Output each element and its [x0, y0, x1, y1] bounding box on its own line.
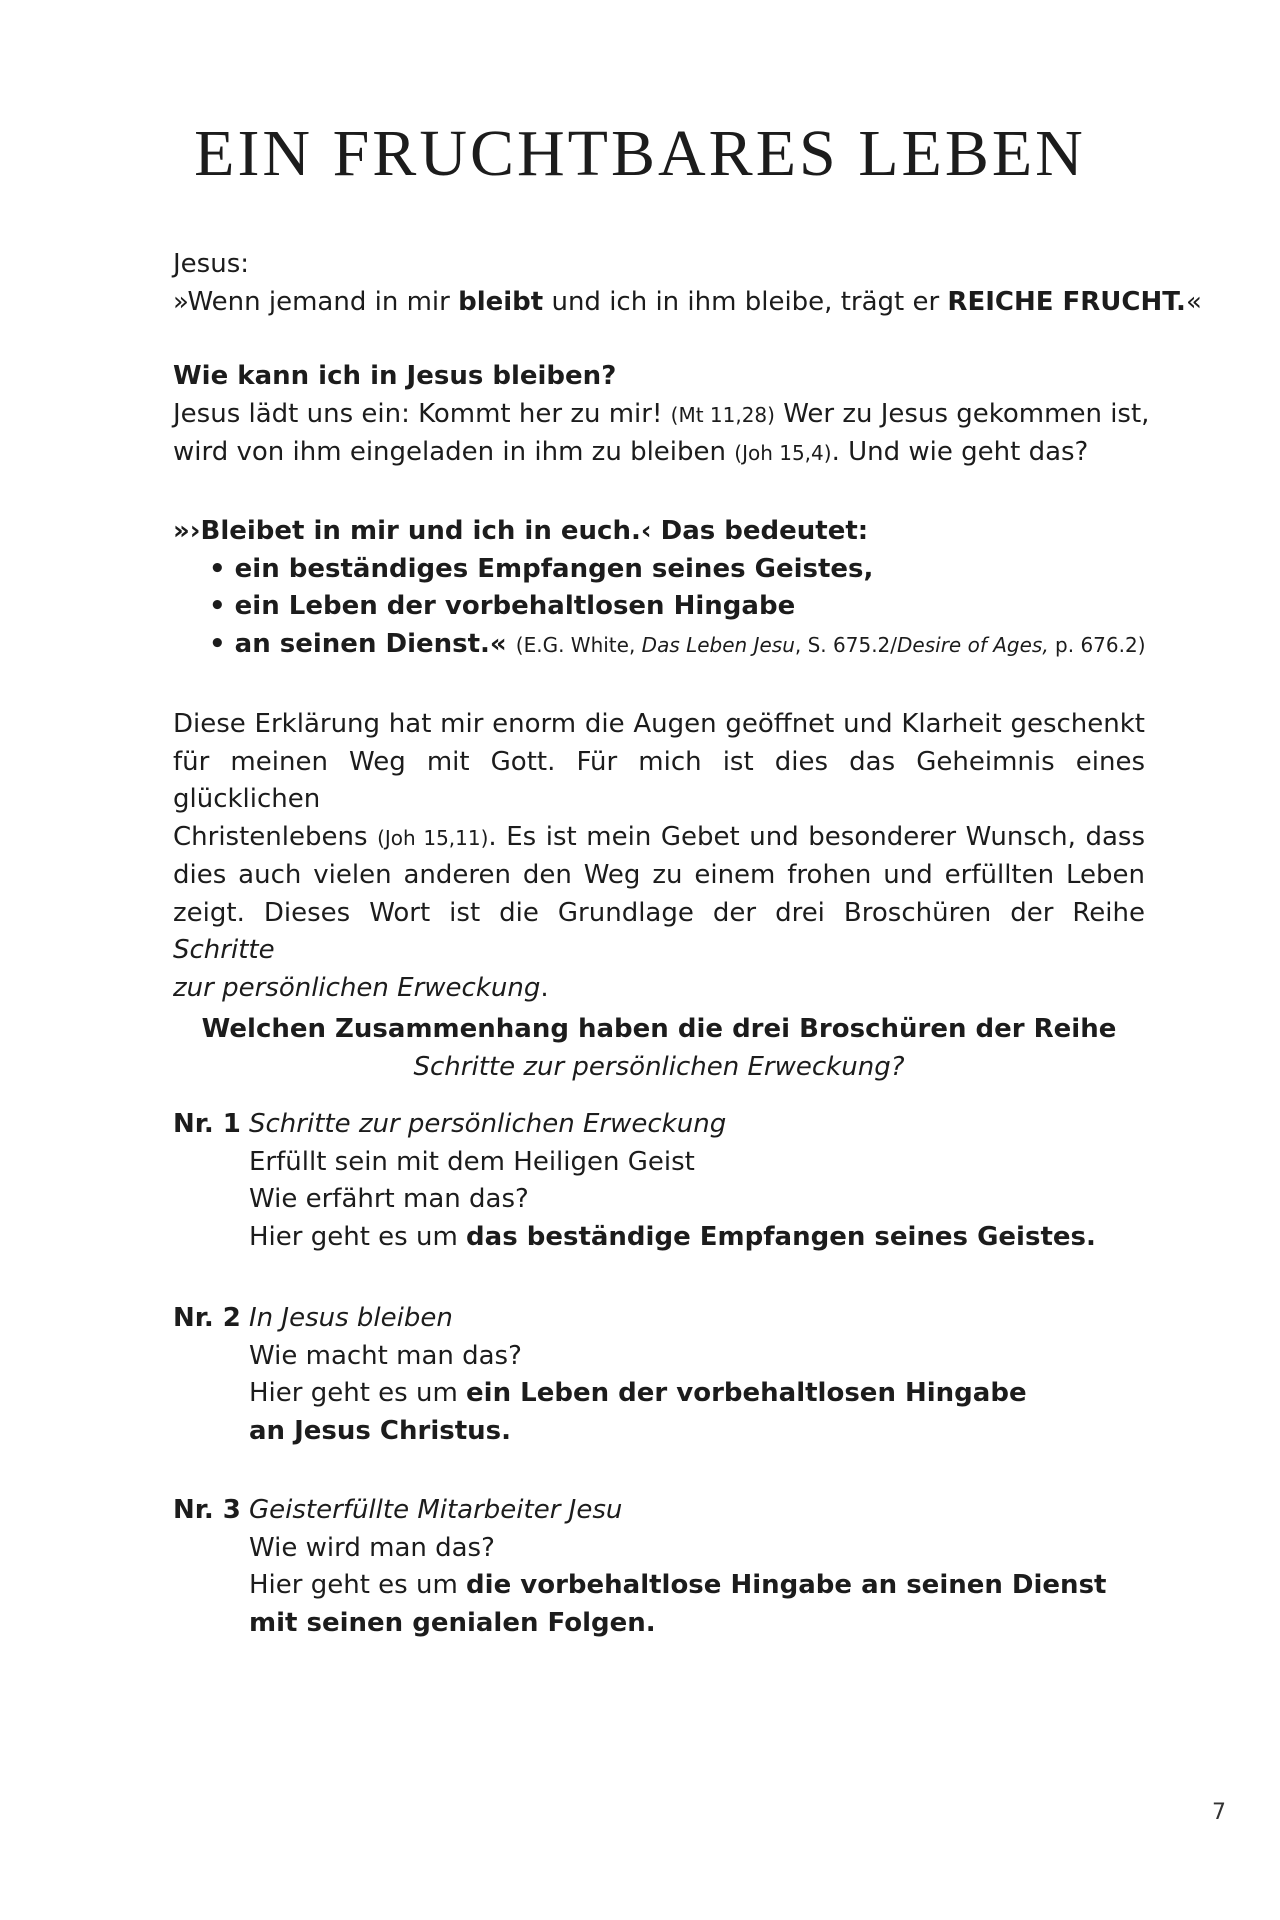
paragraph-line: zur persönlichen Erweckung.	[173, 972, 549, 1003]
explanation-paragraph	[173, 706, 1145, 1007]
section-heading: Welchen Zusammenhang haben die drei Broschüren der Reihe Schritte zur persönlichen Erweckung?	[201, 1014, 1117, 1082]
speaker-label: Jesus:	[173, 249, 249, 279]
quote-bullet-3: • an seinen Dienst.« (E.G. White, Das Leben Jesu, S. 675.2/Desire of Ages, p. 676.2)	[209, 628, 1146, 659]
item-number-label: Nr. 1	[173, 1109, 241, 1139]
page-number: 7	[1212, 1800, 1226, 1825]
item-line: Wie erfährt man das?	[249, 1184, 529, 1214]
jesus-quote: »Wenn jemand in mir bleibt und ich in ihm bleibe, trägt er REICHE FRUCHT.«	[173, 286, 1202, 317]
paragraph-line: Diese Erklärung hat mir enorm die Augen geöffnet und Klarheit geschenkt	[173, 709, 1145, 739]
paragraph-line: Christenlebens (Joh 15,11). Es ist mein Gebet und besonderer Wunsch, dass	[173, 821, 1145, 852]
question-line-1: Jesus lädt uns ein: Kommt her zu mir! (Mt 11,28) Wer zu Jesus gekommen ist,	[173, 398, 1150, 429]
bible-reference: (Joh 15,4)	[734, 441, 832, 465]
item-line: Erfüllt sein mit dem Heiligen Geist	[249, 1146, 695, 1177]
bible-reference: (Mt 11,28)	[670, 402, 775, 427]
intro-quote	[173, 246, 1202, 321]
item-line: mit seinen genialen Folgen.	[249, 1607, 656, 1638]
quote-source: (E.G. White, Das Leben Jesu, S. 675.2/Desire of Ages, p. 676.2)	[515, 632, 1146, 657]
item-title: In Jesus bleiben	[249, 1303, 453, 1333]
bible-reference: (Joh 15,11)	[377, 825, 489, 850]
item-title: Geisterfüllte Mitarbeiter Jesu	[249, 1495, 623, 1525]
item-line: an Jesus Christus.	[249, 1415, 512, 1446]
paragraph-line: für meinen Weg mit Gott. Für mich ist dies das Geheimnis eines glücklichen	[173, 746, 1145, 814]
paragraph-line: zeigt. Dieses Wort ist die Grundlage der drei Broschüren der Reihe Schritte	[173, 897, 1145, 965]
quote-line-1: »›Bleibet in mir und ich in euch.‹ Das bedeutet:	[173, 516, 869, 546]
white-quote	[173, 513, 1145, 664]
item-number-label: Nr. 2	[173, 1303, 241, 1333]
quote-bullet-2: • ein Leben der vorbehaltlosen Hingabe	[209, 591, 796, 621]
item-line: Hier geht es um ein Leben der vorbehaltlosen Hingabe	[249, 1378, 1027, 1408]
item-number-label: Nr. 3	[173, 1495, 241, 1525]
item-line: Wie macht man das?	[249, 1340, 522, 1371]
page-title: EIN FRUCHTBARES LEBEN	[194, 117, 1086, 190]
paragraph-line: dies auch vielen anderen den Weg zu einem frohen und erfüllten Leben	[173, 860, 1145, 890]
question-line-2: wird von ihm eingeladen in ihm zu bleiben (Joh 15,4). Und wie geht das?	[173, 437, 1089, 467]
question-section	[173, 358, 1150, 473]
question-heading: Wie kann ich in Jesus bleiben?	[173, 361, 617, 391]
item-line: Hier geht es um die vorbehaltlose Hingabe an seinen Dienst	[249, 1570, 1107, 1600]
item-title: Schritte zur persönlichen Erweckung	[249, 1109, 727, 1139]
item-line: Hier geht es um das beständige Empfangen seines Geistes.	[249, 1221, 1096, 1252]
quote-bullet-1: • ein beständiges Empfangen seines Geistes,	[209, 553, 874, 584]
item-line: Wie wird man das?	[249, 1532, 495, 1563]
